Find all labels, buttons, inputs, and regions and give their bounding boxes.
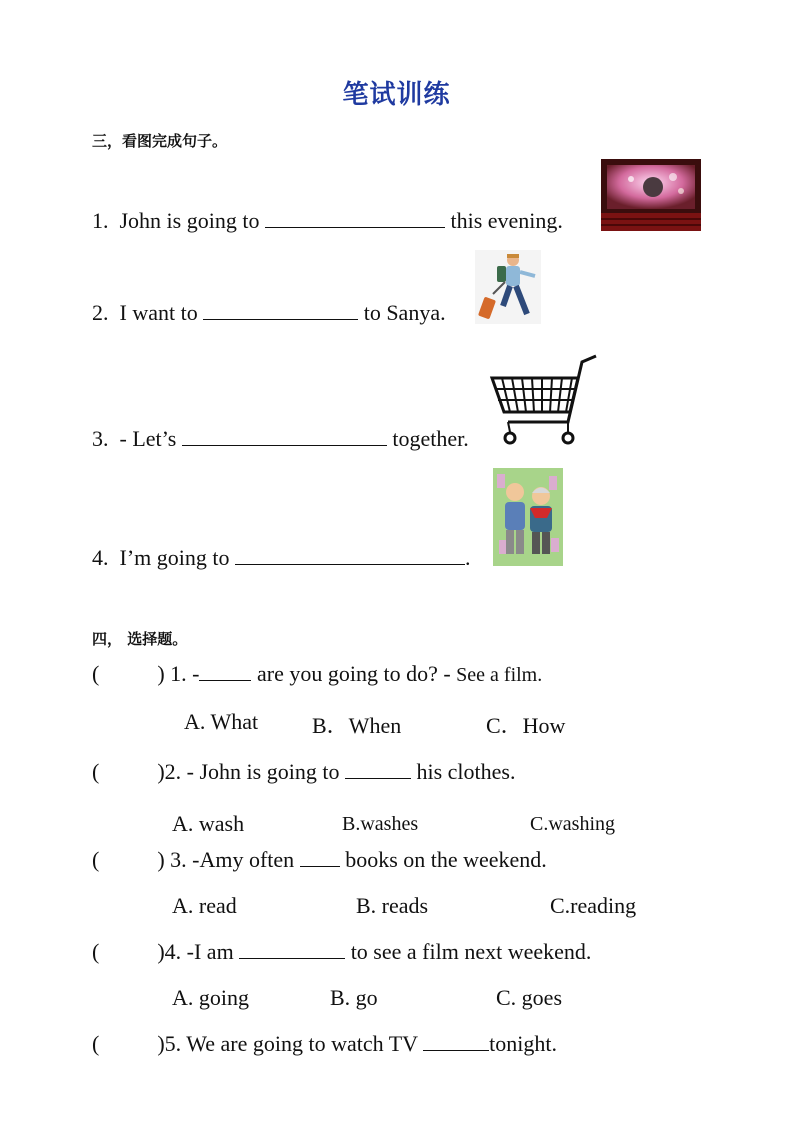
mcq-blank-1[interactable]	[199, 662, 251, 681]
mcq-3-option-a[interactable]: A. read	[172, 893, 237, 918]
fill-item-4: 4. I’m going to .	[92, 545, 471, 570]
cinema-screen-icon	[601, 159, 701, 231]
mcq-3: ( ) 3. -Amy often books on the weekend.	[92, 847, 547, 872]
traveler-icon	[475, 250, 541, 324]
mcq-4-option-c[interactable]: C. goes	[496, 985, 562, 1010]
answer-blank-2[interactable]	[203, 301, 358, 320]
fill-item-2: 2. I want to to Sanya.	[92, 300, 446, 325]
answer-blank-1[interactable]	[265, 209, 445, 228]
fill-item-3: 3. - Let’s together.	[92, 426, 469, 451]
mcq-1-option-b[interactable]: B．When	[312, 713, 402, 738]
shopping-cart-icon	[488, 352, 600, 448]
mcq-4: ( )4. -I am to see a film next weekend.	[92, 939, 592, 964]
answer-blank-3[interactable]	[182, 427, 387, 446]
mcq-blank-5[interactable]	[423, 1032, 489, 1051]
mcq-2-option-c[interactable]: C.washing	[530, 813, 615, 835]
mcq-4-option-b[interactable]: B. go	[330, 985, 378, 1010]
mcq-2-option-b[interactable]: B.washes	[342, 813, 419, 835]
mcq-3-option-b[interactable]: B. reads	[356, 893, 429, 918]
mcq-blank-4[interactable]	[239, 940, 345, 959]
fill-item-1: 1. John is going to this evening.	[92, 208, 563, 233]
mcq-2: ( )2. - John is going to his clothes.	[92, 759, 516, 784]
grandparents-icon	[493, 468, 563, 566]
mcq-1: ( ) 1. - are you going to do? - See a film.	[92, 661, 543, 686]
mcq-3-option-c[interactable]: C.reading	[550, 893, 637, 918]
mcq-5: ( )5. We are going to watch TV tonight.	[92, 1031, 558, 1056]
mcq-blank-2[interactable]	[345, 760, 411, 779]
mcq-2-option-a[interactable]: A. wash	[172, 811, 245, 836]
section-4-heading: 四， 选择题。	[92, 630, 188, 648]
mcq-blank-3[interactable]	[300, 848, 340, 867]
mcq-1-option-c[interactable]: C．How	[486, 713, 566, 738]
answer-blank-4[interactable]	[235, 546, 465, 565]
mcq-4-option-a[interactable]: A. going	[172, 985, 249, 1010]
mcq-1-option-a[interactable]: A. What	[184, 709, 259, 734]
page-title: 笔试训练	[342, 80, 451, 109]
section-3-heading: 三，看图完成句子。	[92, 132, 228, 150]
